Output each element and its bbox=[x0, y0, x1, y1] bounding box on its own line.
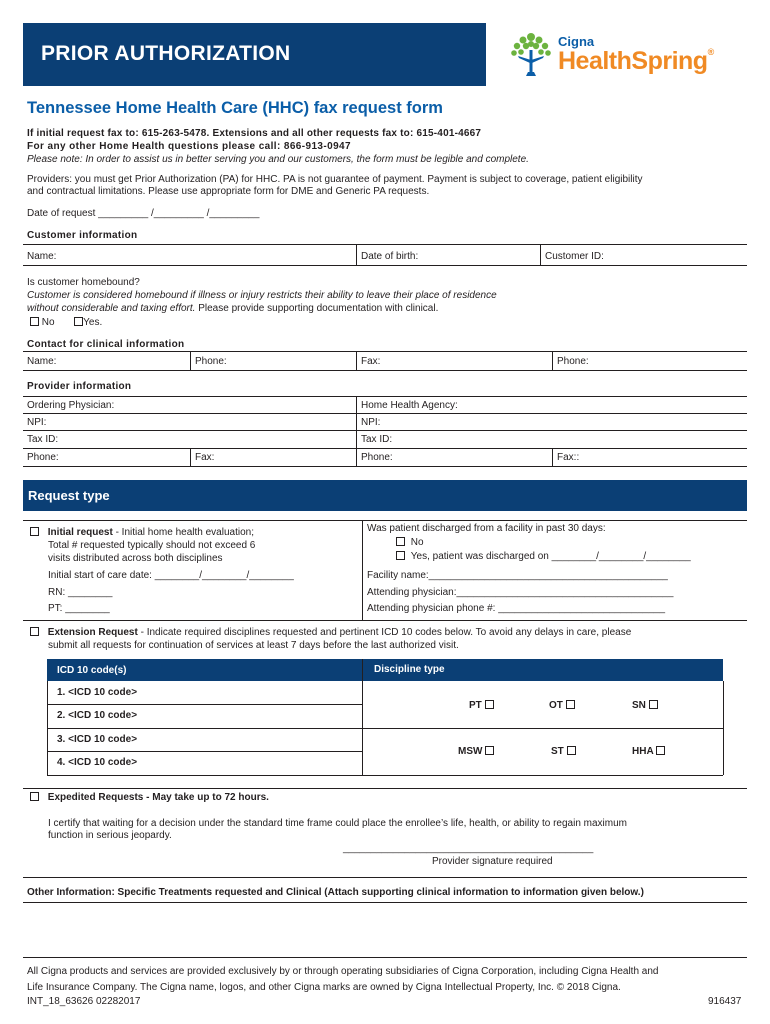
initial-request-label: Initial request bbox=[47, 527, 113, 538]
fax-numbers: If initial request fax to: 615-263-5478. Extensions and all other requests fax to: 615-401-4667 bbox=[27, 128, 482, 139]
discipline-msw bbox=[458, 746, 494, 757]
start-of-care-field[interactable]: Initial start of care date: ________/________/________ bbox=[48, 570, 294, 581]
divider bbox=[23, 788, 747, 789]
homebound-definition-rest: Please provide supporting documentation with clinical. bbox=[195, 303, 439, 314]
discipline-ot-label: OT bbox=[549, 700, 563, 711]
legibility-note: Please note: In order to assist us in better serving you and our customers, the form must be legible and complete. bbox=[27, 154, 529, 165]
discharge-yes-option bbox=[396, 551, 691, 562]
signature-label: Provider signature required bbox=[432, 856, 553, 867]
discipline-msw-label: MSW bbox=[458, 746, 483, 757]
customer-name-field[interactable]: Name: bbox=[27, 251, 57, 262]
expedited-request-label: Expedited Requests - May take up to 72 hours. bbox=[47, 792, 269, 803]
date-of-request[interactable]: Date of request _________ /_________ /_________ bbox=[27, 208, 260, 219]
icd-code-1[interactable]: 1. <ICD 10 code> bbox=[57, 687, 138, 698]
request-type-bar bbox=[23, 480, 747, 511]
banner-title: PRIOR AUTHORIZATION bbox=[41, 42, 291, 65]
tree-of-life-icon bbox=[506, 30, 556, 82]
signature-line[interactable]: _____________________________________________ bbox=[343, 843, 594, 854]
discipline-pt-checkbox[interactable] bbox=[485, 700, 494, 709]
divider bbox=[23, 430, 747, 431]
initial-request-line bbox=[30, 527, 254, 538]
divider bbox=[23, 244, 747, 245]
contact-heading: Contact for clinical information bbox=[27, 339, 185, 350]
homebound-definition-2 bbox=[27, 303, 438, 314]
customer-dob-field[interactable]: Date of birth: bbox=[361, 251, 419, 262]
agency-phone-field[interactable]: Phone: bbox=[361, 452, 393, 463]
divider bbox=[47, 681, 48, 775]
header-banner bbox=[23, 23, 486, 86]
divider bbox=[47, 751, 362, 752]
discipline-ot bbox=[549, 700, 575, 711]
certification-text-1: I certify that waiting for a decision under the standard time frame could place the enrollee’s life, health, or ability to regain maximum bbox=[48, 818, 627, 829]
attending-phone-field[interactable]: Attending physician phone #: ______________________________ bbox=[367, 603, 666, 614]
homebound-yes-label: Yes. bbox=[83, 317, 103, 328]
divider bbox=[23, 877, 747, 878]
homebound-options bbox=[30, 317, 102, 328]
discipline-hha bbox=[632, 746, 665, 757]
discipline-ot-checkbox[interactable] bbox=[566, 700, 575, 709]
physician-phone-field[interactable]: Phone: bbox=[27, 452, 59, 463]
logo-healthspring-text bbox=[558, 47, 714, 76]
other-information-heading: Other Information: Specific Treatments requested and Clinical (Attach supporting clinical information to information given below.) bbox=[27, 887, 644, 898]
divider bbox=[23, 351, 747, 352]
discipline-sn-label: SN bbox=[632, 700, 646, 711]
divider bbox=[723, 681, 724, 775]
home-health-agency-field[interactable]: Home Health Agency: bbox=[361, 400, 458, 411]
icd-table-header bbox=[47, 659, 723, 681]
agency-npi-field[interactable]: NPI: bbox=[361, 417, 381, 428]
extension-request-description: - Indicate required disciplines requested and pertinent ICD 10 codes below. To avoid any delays in care, please bbox=[137, 627, 632, 638]
extension-request-line bbox=[30, 627, 631, 638]
divider bbox=[23, 466, 747, 467]
divider bbox=[356, 396, 357, 466]
homebound-definition-italic: without considerable and taxing effort. bbox=[27, 303, 196, 314]
customer-info-heading: Customer information bbox=[27, 230, 138, 241]
contact-phone2-field[interactable]: Phone: bbox=[557, 356, 589, 367]
divider bbox=[552, 448, 553, 466]
ordering-physician-field[interactable]: Ordering Physician: bbox=[27, 400, 115, 411]
extension-request-checkbox[interactable] bbox=[30, 627, 39, 636]
extension-request-label: Extension Request bbox=[47, 627, 138, 638]
attending-physician-field[interactable]: Attending physician:_______________________________________ bbox=[367, 587, 674, 598]
homebound-no-checkbox[interactable] bbox=[30, 317, 39, 326]
providers-notice-2: and contractual limitations. Please use appropriate form for DME and Generic PA requests. bbox=[27, 186, 430, 197]
divider bbox=[23, 957, 747, 958]
homebound-no-label: No bbox=[41, 317, 55, 328]
logo-healthspring-word: HealthSpring bbox=[558, 47, 708, 75]
discipline-sn-checkbox[interactable] bbox=[649, 700, 658, 709]
divider bbox=[23, 413, 747, 414]
discipline-header-label: Discipline type bbox=[374, 664, 445, 675]
physician-npi-field[interactable]: NPI: bbox=[27, 417, 47, 428]
registered-mark: ® bbox=[707, 47, 714, 57]
initial-request-checkbox[interactable] bbox=[30, 527, 39, 536]
discipline-st-label: ST bbox=[551, 746, 564, 757]
pt-field[interactable]: PT: ________ bbox=[48, 603, 110, 614]
rn-field[interactable]: RN: ________ bbox=[48, 587, 113, 598]
extension-request-note: submit all requests for continuation of services at least 7 days before the last authorized visit. bbox=[48, 640, 459, 651]
discipline-sn bbox=[632, 700, 658, 711]
agency-taxid-field[interactable]: Tax ID: bbox=[361, 434, 393, 445]
discipline-pt bbox=[469, 700, 494, 711]
discipline-msw-checkbox[interactable] bbox=[485, 746, 494, 755]
discharge-no-label: No bbox=[410, 537, 424, 548]
footer-legal-1: All Cigna products and services are provided exclusively by or through operating subsidiaries of Cigna Corporation, including Cigna Health and bbox=[27, 966, 659, 977]
form-title: Tennessee Home Health Care (HHC) fax request form bbox=[27, 99, 443, 117]
contact-fax-field[interactable]: Fax: bbox=[361, 356, 381, 367]
divider bbox=[362, 659, 363, 775]
discipline-st bbox=[551, 746, 576, 757]
homebound-question: Is customer homebound? bbox=[27, 277, 140, 288]
phone-number: For any other Home Health questions please call: 866-913-0947 bbox=[27, 141, 351, 152]
icd-code-2[interactable]: 2. <ICD 10 code> bbox=[57, 710, 138, 721]
icd-code-3[interactable]: 3. <ICD 10 code> bbox=[57, 734, 138, 745]
discipline-pt-label: PT bbox=[469, 700, 482, 711]
divider bbox=[47, 728, 723, 729]
cigna-healthspring-logo bbox=[506, 30, 746, 86]
initial-request-note-1: Total # requested typically should not exceed 6 bbox=[48, 540, 256, 551]
expedited-request-checkbox[interactable] bbox=[30, 792, 39, 801]
footer-form-number: 916437 bbox=[708, 996, 742, 1007]
footer-legal-2: Life Insurance Company. The Cigna name, logos, and other Cigna marks are owned by Cigna Intellectual Property, Inc. © 2018 Cigna. bbox=[27, 982, 621, 993]
divider bbox=[47, 775, 723, 776]
expedited-request-line bbox=[30, 792, 269, 803]
divider bbox=[190, 351, 191, 370]
logo-cigna-text: Cigna bbox=[558, 34, 595, 49]
divider bbox=[356, 351, 357, 370]
customer-id-field[interactable]: Customer ID: bbox=[545, 251, 604, 262]
providers-notice-1: Providers: you must get Prior Authorization (PA) for HHC. PA is not guarantee of payment. Payment is subject to coverage, patient eligibility bbox=[27, 174, 643, 185]
divider bbox=[23, 370, 747, 371]
provider-heading: Provider information bbox=[27, 381, 132, 392]
discharge-yes-checkbox[interactable] bbox=[396, 551, 405, 560]
divider bbox=[540, 244, 541, 265]
homebound-yes-checkbox[interactable] bbox=[74, 317, 83, 326]
contact-name-field[interactable]: Name: bbox=[27, 356, 57, 367]
divider bbox=[356, 244, 357, 265]
divider bbox=[190, 448, 191, 466]
divider bbox=[23, 902, 747, 903]
discipline-hha-label: HHA bbox=[632, 746, 654, 757]
discharge-no-option bbox=[396, 537, 424, 548]
contact-phone-field[interactable]: Phone: bbox=[195, 356, 227, 367]
icd-code-4[interactable]: 4. <ICD 10 code> bbox=[57, 757, 138, 768]
discipline-hha-checkbox[interactable] bbox=[656, 746, 665, 755]
physician-taxid-field[interactable]: Tax ID: bbox=[27, 434, 59, 445]
divider bbox=[23, 265, 747, 266]
divider bbox=[23, 520, 747, 521]
homebound-definition: Customer is considered homebound if illness or injury restricts their ability to leave their place of residence bbox=[27, 290, 497, 301]
physician-fax-field[interactable]: Fax: bbox=[195, 452, 215, 463]
initial-request-description: - Initial home health evaluation; bbox=[112, 527, 254, 538]
icd-header-label: ICD 10 code(s) bbox=[57, 665, 127, 676]
facility-name-field[interactable]: Facility name:___________________________________________ bbox=[367, 570, 668, 581]
divider bbox=[23, 620, 747, 621]
certification-text-2: function in serious jeopardy. bbox=[48, 830, 172, 841]
divider bbox=[47, 704, 362, 705]
discharge-no-checkbox[interactable] bbox=[396, 537, 405, 546]
divider bbox=[362, 520, 363, 620]
divider bbox=[23, 448, 747, 449]
divider bbox=[23, 396, 747, 397]
footer-form-code: INT_18_63626 02282017 bbox=[27, 996, 141, 1007]
request-type-heading: Request type bbox=[28, 488, 110, 503]
initial-request-note-2: visits distributed across both disciplines bbox=[48, 553, 223, 564]
discipline-st-checkbox[interactable] bbox=[567, 746, 576, 755]
agency-fax-field[interactable]: Fax:: bbox=[557, 452, 580, 463]
divider bbox=[552, 351, 553, 370]
discharge-yes-label[interactable]: Yes, patient was discharged on ________/________/________ bbox=[410, 551, 691, 562]
discharge-question: Was patient discharged from a facility in past 30 days: bbox=[367, 523, 606, 534]
